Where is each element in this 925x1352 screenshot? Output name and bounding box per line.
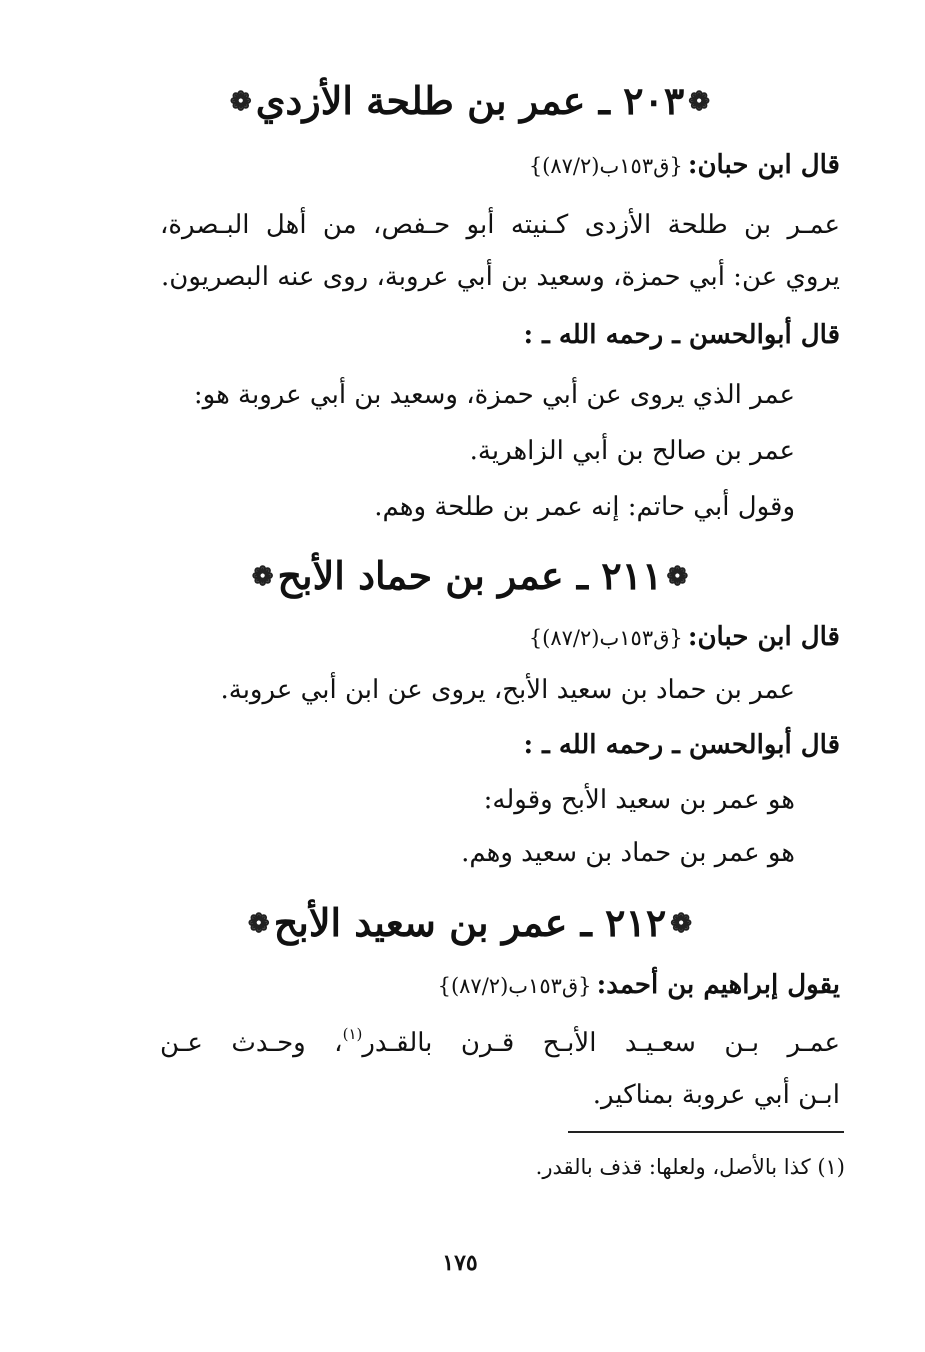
entry-heading-203	[150, 78, 790, 123]
text-line: ابـن أبي عروبة بمناكير.	[592, 1080, 840, 1110]
footnote-marker[interactable]: (١)	[342, 1025, 363, 1043]
text-line: عمر بن حماد بن سعيد الأبح، يروى عن ابن أبي عروبة.	[220, 675, 795, 705]
ornament-icon: ❁	[670, 909, 693, 939]
source-line	[438, 970, 840, 1000]
text-line	[160, 1025, 840, 1058]
manuscript-reference: {ق١٥٣ب(٨٧/٢)}	[528, 626, 683, 650]
entry-heading-211	[150, 553, 790, 598]
heading-text: ٢١١ ـ عمر بن حماد الأبح	[277, 553, 663, 598]
footnote-divider	[568, 1131, 844, 1133]
source-line	[529, 622, 840, 652]
commentator-label: قال أبوالحسن ـ رحمه الله ـ :	[523, 320, 840, 350]
text-segment: ، وحـدث عـن	[160, 1028, 343, 1058]
heading-text: ٢١٢ ـ عمر بن سعيد الأبح	[273, 900, 667, 945]
footnote: (١) كذا بالأصل، ولعلها: قذف بالقدر.	[535, 1155, 845, 1179]
speaker-label: يقول إبراهيم بن أحمد:	[596, 970, 840, 1000]
heading-text: ٢٠٣ ـ عمر بن طلحة الأزدي	[255, 78, 685, 123]
manuscript-reference: {ق١٥٣ب(٨٧/٢)}	[528, 154, 683, 178]
speaker-label: قال ابن حبان:	[687, 150, 840, 180]
text-segment: عمـر بـن سعـيـد الأبـح قـرن بالقـدر	[362, 1028, 840, 1058]
entry-heading-212	[150, 900, 790, 945]
commentator-label: قال أبوالحسن ـ رحمه الله ـ :	[523, 730, 840, 760]
ornament-icon: ❁	[666, 562, 689, 592]
manuscript-reference: {ق١٥٣ب(٨٧/٢)}	[437, 974, 592, 998]
source-line	[529, 150, 840, 180]
comment-line: عمر الذي يروى عن أبي حمزة، وسعيد بن أبي عروبة هو:	[193, 380, 795, 410]
page-number: ١٧٥	[442, 1250, 478, 1276]
ornament-icon: ❁	[229, 87, 252, 117]
comment-line: وقول أبي حاتم: إنه عمر بن طلحة وهم.	[374, 492, 795, 522]
comment-line: عمر بن صالح بن أبي الزاهرية.	[469, 436, 795, 466]
text-line: يروي عن: أبي حمزة، وسعيد بن أبي عروبة، روى عنه البصريون.	[161, 262, 840, 292]
speaker-label: قال ابن حبان:	[687, 622, 840, 652]
comment-line: هو عمر بن حماد بن سعيد وهم.	[461, 838, 795, 868]
comment-line: هو عمر بن سعيد الأبح وقوله:	[483, 785, 795, 815]
ornament-icon: ❁	[251, 562, 274, 592]
ornament-icon: ❁	[688, 87, 711, 117]
text-line: عمـر بن طلحة الأزدى كـنيته أبو حـفص، من أهل البـصرة،	[160, 210, 840, 240]
ornament-icon: ❁	[247, 909, 270, 939]
